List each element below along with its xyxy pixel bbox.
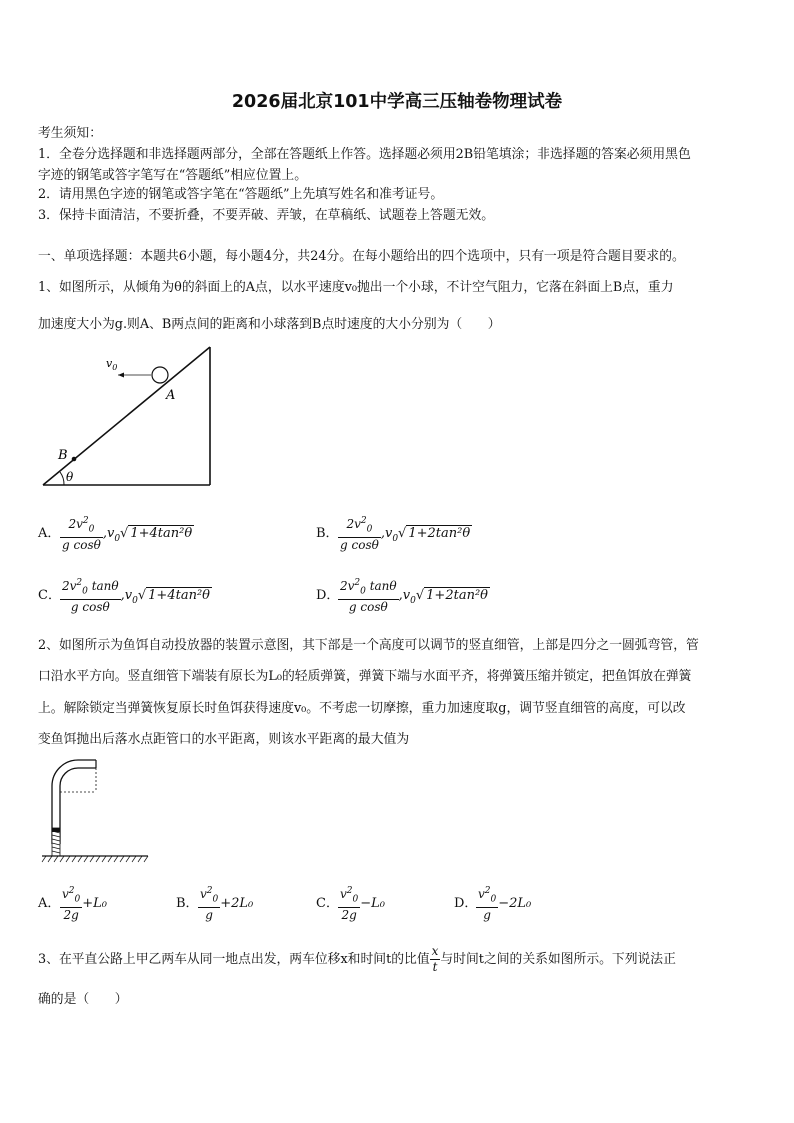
q1-option-c[interactable]: C． $\frac{2v^2_0 \tan\theta}{\text{g cosθ}}$ $,v_0√$ 1+4tan²θ [38, 578, 210, 615]
q1-option-a[interactable]: A． $\frac{2v^2_0}{\text{g cosθ}}$ $,v_0√$ 1+4tan²θ [38, 516, 193, 553]
q2-stem-line-4: 变鱼饵抛出后落水点距管口的水平距离，则该水平距离的最大值为 [38, 732, 410, 747]
q2-stem-line-1: 2、如图所示为鱼饵自动投放器的装置示意图，其下部是一个高度可以调节的竖直细管，上部是四分之一圆弧弯管，管 [38, 638, 699, 653]
notice-item-3: 3．保持卡面清洁，不要折叠，不要弄破、弄皱，在草稿纸、试题卷上答题无效。 [38, 208, 495, 223]
notice-heading: 考生须知： [38, 126, 102, 141]
q2-stem-line-2: 口沿水平方向。竖直细管下端装有原长为L₀的轻质弹簧，弹簧下端与水面平齐，将弹簧压缩并锁定，把鱼饵放在弹簧 [38, 669, 692, 684]
q1-stem-line-2: 加速度大小为g.则A、B两点间的距离和小球落到B点时速度的大小分别为（ ） [38, 317, 501, 332]
q1-stem-line-1: 1、如图所示，从倾角为θ的斜面上的A点，以水平速度v₀抛出一个小球，不计空气阻力，它落在斜面上B点，重力 [38, 280, 674, 295]
q2-option-a[interactable]: A． $\frac{v^2_0}{2g}$ +L₀ [38, 886, 107, 923]
q2-stem-line-3: 上。解除锁定当弹簧恢复原长时鱼饵获得速度v₀。不考虑一切摩擦，重力加速度取g，调节竖直细管的高度，可以改 [38, 701, 686, 716]
page-title: 2026届北京101中学高三压轴卷物理试卷 [231, 92, 563, 112]
v0-label: $v_0$ [106, 357, 118, 372]
spring [52, 828, 60, 856]
q1-option-d[interactable]: D． $\frac{2v^2_0 \tan\theta}{\text{g cosθ}}$ $,v_0√$ 1+2tan²θ [316, 578, 488, 615]
notice-item-1-line-1: 1．全卷分选择题和非选择题两部分，全部在答题纸上作答。选择题必须用2B铅笔填涂；非选择题的答案必须用黑色 [38, 147, 691, 162]
q2-feeder-figure [40, 756, 152, 864]
section-heading: 一、单项选择题：本题共6小题，每小题4分，共24分。在每小题给出的四个选项中，只有一项是符合题目要求的。 [38, 249, 685, 264]
q2-option-c[interactable]: C． $\frac{v^2_0}{2g}$ −L₀ [316, 886, 385, 923]
q1-incline-figure [40, 344, 215, 490]
ball [152, 367, 168, 383]
q3-stem-line-2: 确的是（ ） [38, 992, 128, 1007]
q2-option-b[interactable]: B． $\frac{v^2_0}{g}$ +2L₀ [176, 886, 254, 923]
q1-option-b[interactable]: B． $\frac{2v^2_0}{\text{g cosθ}}$ $,v_0√$ 1+2tan²θ [316, 516, 471, 553]
notice-item-1-line-2: 字迹的钢笔或答字笔写在“答题纸”相应位置上。 [38, 168, 308, 183]
q3-stem-line-1: 3、在平直公路上甲乙两车从同一地点出发，两车位移x和时间t的比值 $\frac{x}{t}$ 与时间t之间的关系如图所示。下列说法正 [38, 944, 676, 974]
point-b [72, 457, 77, 462]
point-a-label: A [166, 388, 176, 403]
theta-label: θ [66, 470, 74, 484]
point-b-label: B [58, 448, 68, 463]
notice-item-2: 2．请用黑色字迹的钢笔或答字笔在“答题纸”上先填写姓名和准考证号。 [38, 187, 444, 202]
q2-option-d[interactable]: D． $\frac{v^2_0}{g}$ −2L₀ [454, 886, 532, 923]
